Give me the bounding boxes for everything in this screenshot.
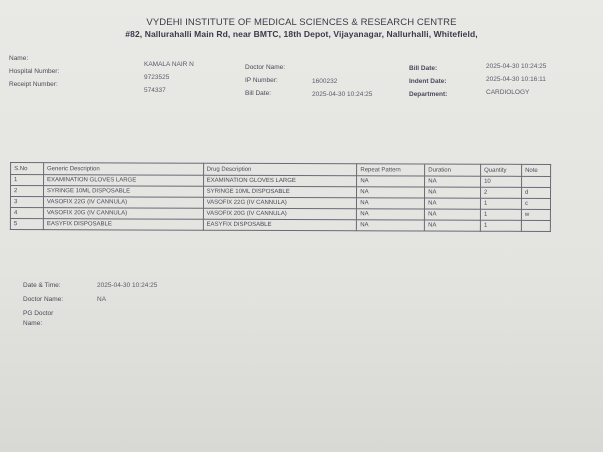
footer-datetime: 2025-04-30 10:24:25 [97, 282, 158, 289]
ip-number-label: IP Number: [245, 77, 278, 84]
indent-date: 2025-04-30 10:16:11 [486, 76, 546, 83]
doctor-name-label: Doctor Name: [245, 64, 286, 71]
cell: VASOFIX 22G (IV CANNULA) [43, 197, 203, 209]
cell: VASOFIX 20G (IV CANNULA) [203, 208, 357, 220]
col-quantity: Quantity [481, 164, 522, 176]
cell: NA [425, 187, 481, 198]
col-note: Note [522, 164, 551, 176]
hospital-number: 9723525 [144, 74, 170, 81]
bill-date: 2025-04-30 10:24:25 [312, 91, 373, 98]
cell: NA [357, 187, 425, 198]
cell: EASYFIX DISPOSABLE [203, 219, 357, 231]
cell: 1 [11, 175, 44, 186]
footer-doctor: NA [97, 296, 107, 303]
cell: SYRINGE 10ML DISPOSABLE [203, 186, 357, 198]
department: CARDIOLOGY [486, 89, 530, 96]
department-label: Department: [409, 91, 448, 98]
col-drug: Drug Description [203, 163, 357, 176]
cell [522, 176, 551, 187]
cell: 3 [10, 197, 43, 208]
cell: 1 [481, 198, 522, 209]
cell: 4 [10, 208, 43, 219]
cell: NA [425, 220, 481, 231]
bill-date-right-label: Bill Date: [409, 65, 438, 72]
footer-datetime-label: Date & Time: [23, 282, 61, 289]
items-table [10, 162, 551, 232]
cell: SYRINGE 10ML DISPOSABLE [43, 186, 203, 198]
cell: 10 [481, 176, 522, 187]
cell: NA [425, 198, 481, 209]
cell: NA [425, 209, 481, 220]
pg-doctor-label: PG Doctor [23, 310, 54, 317]
cell: c [521, 198, 550, 209]
receipt-number: 574337 [144, 87, 166, 94]
bill-date-right: 2025-04-30 10:24:25 [486, 63, 547, 70]
cell: 2 [481, 187, 522, 198]
cell: EXAMINATION GLOVES LARGE [43, 175, 203, 187]
col-duration: Duration [425, 164, 481, 176]
indent-date-label: Indent Date: [409, 78, 447, 85]
cell: 1 [480, 209, 521, 220]
cell: NA [425, 176, 481, 187]
cell: 5 [10, 219, 43, 230]
hospital-number-label: Hospital Number: [9, 68, 60, 75]
bill-date-label: Bill Date: [245, 90, 272, 97]
cell: EXAMINATION GLOVES LARGE [203, 175, 357, 187]
patient-name: KAMALA NAIR N [144, 61, 194, 68]
cell: NA [357, 220, 425, 231]
table-row [10, 219, 550, 232]
col-sno: S.No [11, 163, 44, 175]
ip-number: 1600232 [312, 78, 338, 85]
institute-name: VYDEHI INSTITUTE OF MEDICAL SCIENCES & RESEARCH CENTRE [146, 17, 457, 28]
cell: NA [357, 209, 425, 220]
cell: w [521, 209, 550, 220]
cell: 2 [10, 186, 43, 197]
cell: NA [357, 198, 425, 209]
cell: VASOFIX 20G (IV CANNULA) [43, 208, 203, 220]
pg-doctor-name-label: Name: [23, 320, 43, 327]
cell: EASYFIX DISPOSABLE [43, 219, 203, 231]
institute-address: #82, Nallurahalli Main Rd, near BMTC, 18th Depot, Vijayanagar, Nallurhalli, Whitefield, [125, 29, 478, 39]
cell: 1 [480, 220, 521, 231]
col-repeat: Repeat Pattern [357, 164, 425, 176]
cell: d [521, 187, 550, 198]
receipt-number-label: Receipt Number: [9, 81, 58, 88]
cell: NA [357, 176, 425, 187]
patient-name-label: Name: [9, 55, 29, 62]
footer-doctor-label: Doctor Name: [23, 296, 64, 303]
cell [521, 220, 550, 231]
col-generic: Generic Description [43, 163, 203, 176]
cell: VASOFIX 22G (IV CANNULA) [203, 197, 357, 209]
